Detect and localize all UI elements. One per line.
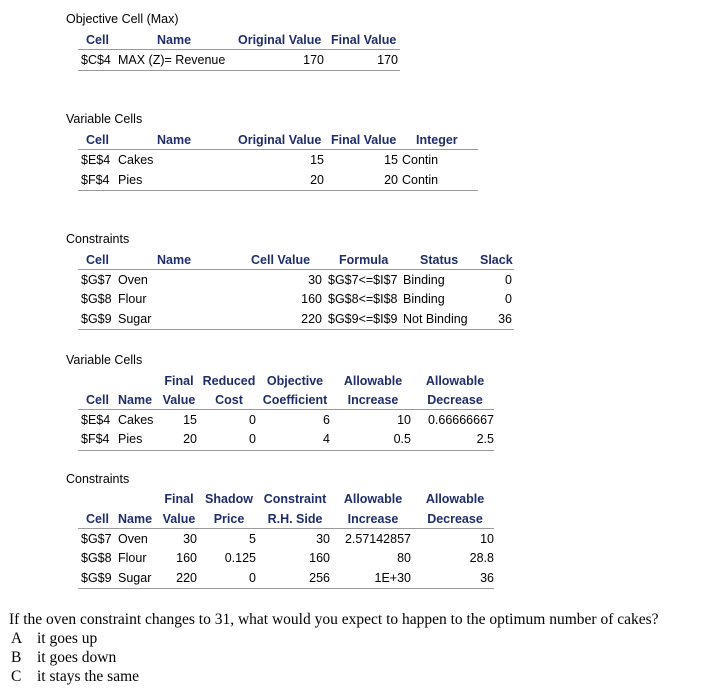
- option-b-letter: B: [11, 649, 22, 666]
- sens-constraints-bottom-rule: [78, 588, 494, 589]
- variables-row-name: Cakes: [118, 153, 154, 167]
- variables-header-integer: Integer: [416, 133, 458, 147]
- sens-constraints-row-increase: 1E+30: [374, 571, 411, 585]
- variables-row-integer: Contin: [402, 153, 439, 167]
- variables-row-integer: Contin: [402, 173, 439, 187]
- sens-constraints-row-price: 0.125: [224, 551, 256, 565]
- objective-title: Objective Cell (Max): [66, 12, 179, 26]
- objective-header-original: Original Value: [238, 33, 322, 47]
- constraints-row-formula: $G$9<=$I$9: [328, 312, 398, 326]
- variables-bottom-rule: [78, 190, 478, 191]
- sens-constraints-row-increase: 80: [397, 551, 411, 565]
- sens-constraints-header-constraint: Constraint: [263, 492, 327, 506]
- sens-constraints-row-cell: $G$7: [81, 532, 112, 546]
- sens-variables-header-rule: [78, 409, 494, 410]
- sens-variables-row-reduced: 0: [249, 413, 256, 427]
- sens-variables-bottom-rule: [78, 450, 494, 451]
- variables-header-name: Name: [157, 133, 192, 147]
- objective-row-cell: $C$4: [81, 53, 111, 67]
- constraints-header-cell: Cell: [86, 253, 109, 267]
- sens-constraints-row-decrease: 28.8: [469, 551, 494, 565]
- constraints-title: Constraints: [66, 232, 130, 246]
- option-c-text: it stays the same: [37, 668, 140, 685]
- sens-variables-title: Variable Cells: [66, 353, 143, 367]
- objective-row-original: 170: [303, 53, 324, 67]
- sens-constraints-header-increase: Increase: [347, 512, 399, 526]
- sens-variables-header-cell: Cell: [86, 393, 109, 407]
- objective-bottom-rule: [78, 70, 400, 71]
- sens-variables-header-increase: Increase: [347, 393, 399, 407]
- sens-variables-header-value: Value: [162, 393, 196, 407]
- sens-constraints-header-value: Value: [162, 512, 196, 526]
- constraints-row-status: Binding: [403, 273, 445, 287]
- option-c[interactable]: [11, 667, 140, 686]
- sens-constraints-title: Constraints: [66, 472, 130, 486]
- variables-row-final: 15: [384, 153, 398, 167]
- constraints-bottom-rule: [78, 329, 514, 330]
- sens-constraints-header-rule: [78, 528, 494, 529]
- sens-constraints-row-rhs: 256: [309, 571, 330, 585]
- sens-variables-header-decrease: Decrease: [427, 393, 483, 407]
- sens-variables-row-reduced: 0: [249, 432, 256, 446]
- constraints-row-cell: $G$7: [81, 273, 112, 287]
- constraints-row-value: 160: [301, 292, 322, 306]
- sens-constraints-row-decrease: 36: [480, 571, 494, 585]
- option-a-letter: A: [11, 630, 23, 647]
- constraints-row-formula: $G$7<=$I$7: [328, 273, 398, 287]
- constraints-row-name: Oven: [118, 273, 148, 287]
- sens-constraints-row-cell: $G$8: [81, 551, 112, 565]
- option-b[interactable]: [11, 648, 117, 667]
- sens-constraints-header-decrease: Decrease: [427, 512, 483, 526]
- constraints-row-status: Not Binding: [403, 312, 468, 326]
- variables-header-original: Original Value: [238, 133, 322, 147]
- sens-constraints-header-price: Price: [213, 512, 245, 526]
- sens-constraints-header-shadow: Shadow: [205, 492, 253, 506]
- constraints-row-formula: $G$8<=$I$8: [328, 292, 398, 306]
- sens-constraints-row-rhs: 30: [316, 532, 330, 546]
- sens-variables-row-coef: 6: [323, 413, 330, 427]
- option-b-text: it goes down: [37, 649, 117, 666]
- constraints-header-formula: Formula: [339, 253, 389, 267]
- sens-variables-header-final: Final: [164, 374, 194, 388]
- sens-constraints-row-final: 30: [183, 532, 197, 546]
- sens-constraints-row-rhs: 160: [309, 551, 330, 565]
- variables-header-final: Final Value: [331, 133, 397, 147]
- constraints-row-status: Binding: [403, 292, 445, 306]
- variables-row-original: 15: [310, 153, 324, 167]
- constraints-row-slack: 0: [505, 273, 512, 287]
- sens-variables-header-cost: Cost: [215, 393, 243, 407]
- sens-variables-row-decrease: 2.5: [476, 432, 494, 446]
- sens-constraints-header-final: Final: [164, 492, 194, 506]
- sens-variables-row-cell: $F$4: [81, 432, 110, 446]
- objective-row-name: MAX (Z)= Revenue: [118, 53, 226, 67]
- constraints-row-cell: $G$8: [81, 292, 112, 306]
- sens-constraints-header-cell: Cell: [86, 512, 109, 526]
- sens-variables-header-allow-inc: Allowable: [343, 374, 403, 388]
- sens-variables-row-coef: 4: [323, 432, 330, 446]
- variables-row-cell: $E$4: [81, 153, 111, 167]
- constraints-row-name: Sugar: [118, 312, 152, 326]
- sens-variables-header-coefficient: Coefficient: [262, 393, 328, 407]
- constraints-row-name: Flour: [118, 292, 147, 306]
- sens-constraints-header-name: Name: [118, 512, 153, 526]
- constraints-header-value: Cell Value: [251, 253, 311, 267]
- sens-constraints-row-name: Sugar: [118, 571, 152, 585]
- sens-constraints-row-price: 0: [249, 571, 256, 585]
- variables-header-rule: [78, 149, 478, 150]
- objective-header-cell: Cell: [86, 33, 109, 47]
- sens-constraints-row-price: 5: [249, 532, 256, 546]
- constraints-row-value: 220: [301, 312, 322, 326]
- sens-constraints-row-decrease: 10: [480, 532, 494, 546]
- sens-constraints-row-name: Flour: [118, 551, 147, 565]
- sens-variables-row-decrease: 0.66666667: [427, 413, 494, 427]
- sens-variables-header-allow-dec: Allowable: [425, 374, 485, 388]
- sens-constraints-row-final: 220: [176, 571, 197, 585]
- constraints-row-slack: 0: [505, 292, 512, 306]
- variables-row-name: Pies: [118, 173, 143, 187]
- sens-variables-row-increase: 0.5: [393, 432, 411, 446]
- variables-row-final: 20: [384, 173, 398, 187]
- constraints-header-slack: Slack: [480, 253, 513, 267]
- sens-constraints-header-rhs: R.H. Side: [267, 512, 323, 526]
- sens-variables-header-name: Name: [118, 393, 153, 407]
- sens-variables-header-objective: Objective: [266, 374, 324, 388]
- objective-header-rule: [78, 49, 400, 50]
- objective-header-final: Final Value: [331, 33, 397, 47]
- sens-constraints-row-final: 160: [176, 551, 197, 565]
- option-a[interactable]: [11, 629, 98, 648]
- variables-title: Variable Cells: [66, 112, 143, 126]
- constraints-header-name: Name: [157, 253, 192, 267]
- constraints-row-cell: $G$9: [81, 312, 112, 326]
- sens-variables-row-final: 15: [183, 413, 197, 427]
- sens-constraints-row-increase: 2.57142857: [344, 532, 411, 546]
- variables-header-cell: Cell: [86, 133, 109, 147]
- constraints-header-rule: [78, 269, 514, 270]
- sens-variables-row-cell: $E$4: [81, 413, 111, 427]
- sens-variables-row-final: 20: [183, 432, 197, 446]
- option-c-letter: C: [11, 668, 22, 685]
- variables-row-cell: $F$4: [81, 173, 110, 187]
- question-text: If the oven constraint changes to 31, what would you expect to happen to the optimum number of cakes?: [9, 611, 659, 628]
- constraints-row-slack: 36: [498, 312, 512, 326]
- sens-variables-header-reduced: Reduced: [202, 374, 256, 388]
- constraints-row-value: 30: [308, 273, 322, 287]
- constraints-header-status: Status: [420, 253, 459, 267]
- sens-variables-row-name: Pies: [118, 432, 143, 446]
- sens-constraints-header-allow-dec: Allowable: [425, 492, 485, 506]
- sens-constraints-row-name: Oven: [118, 532, 148, 546]
- sens-constraints-row-cell: $G$9: [81, 571, 112, 585]
- option-a-text: it goes up: [37, 630, 98, 647]
- sens-variables-row-name: Cakes: [118, 413, 154, 427]
- sens-variables-row-increase: 10: [397, 413, 411, 427]
- variables-row-original: 20: [310, 173, 324, 187]
- objective-row-final: 170: [377, 53, 398, 67]
- objective-header-name: Name: [157, 33, 192, 47]
- sens-constraints-header-allow-inc: Allowable: [343, 492, 403, 506]
